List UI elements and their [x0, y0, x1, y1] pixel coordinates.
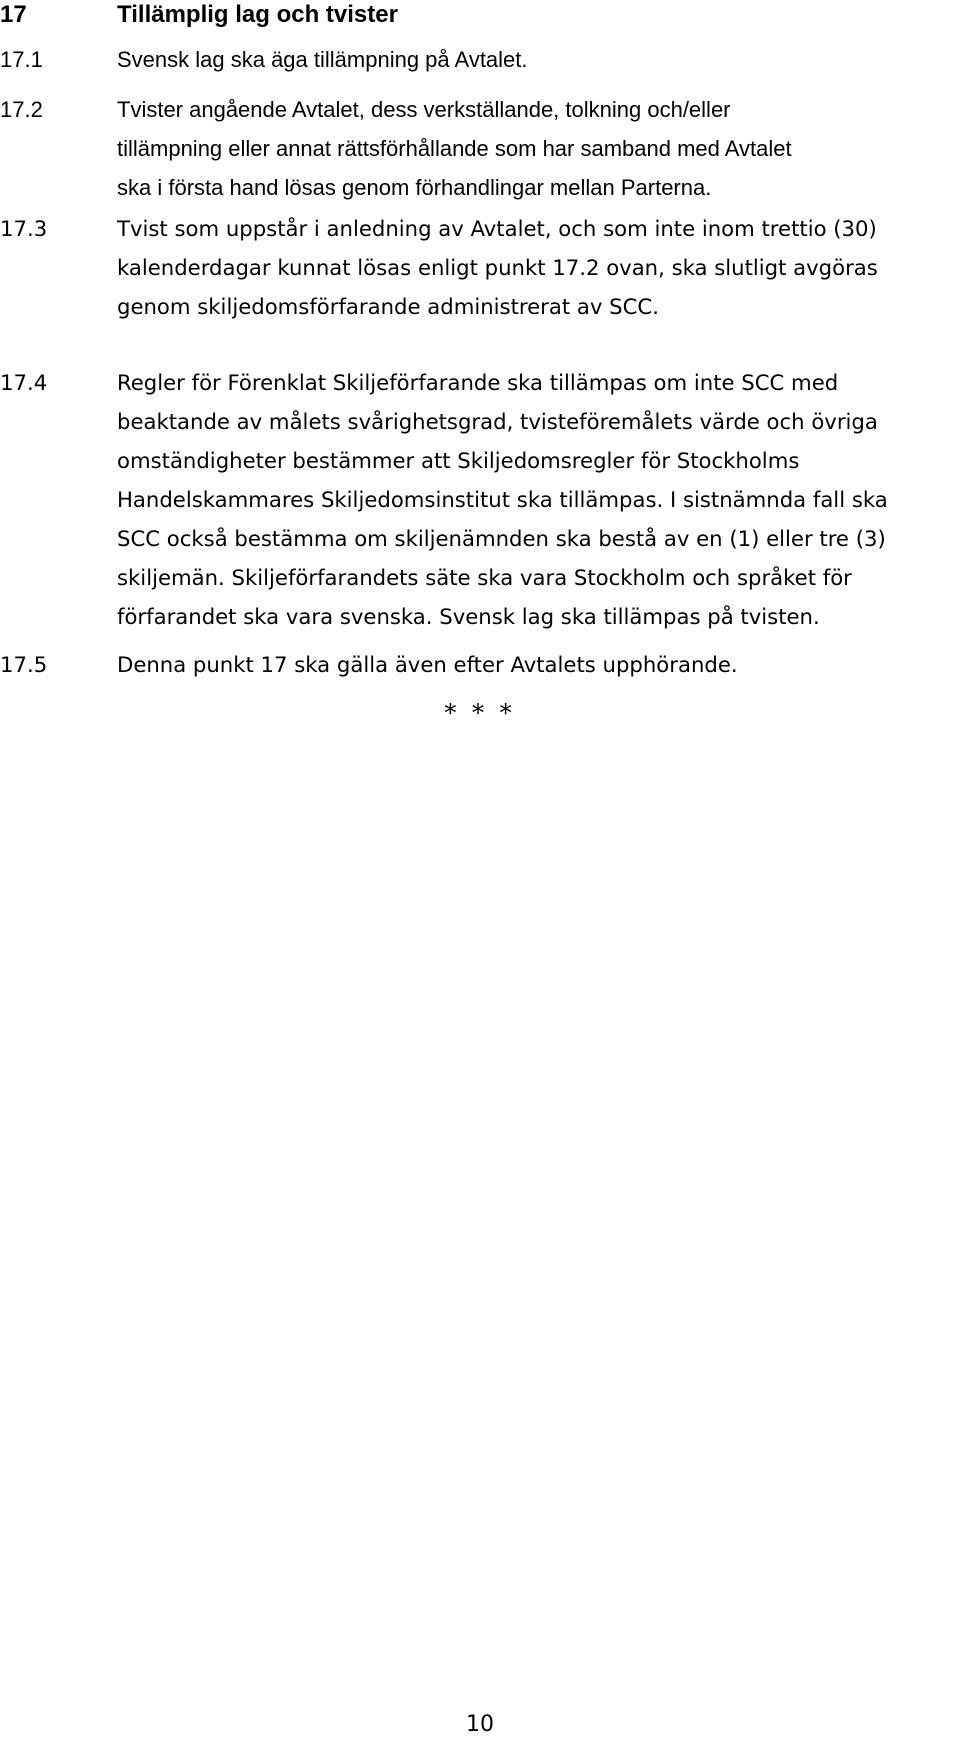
clause-text [117, 363, 960, 636]
clause-text [117, 90, 960, 207]
clause-number: 17.2 [0, 97, 43, 122]
clause-number: 17.4 [0, 370, 48, 395]
clause-line: genom skiljedomsförfarande administrerat av SCC. [117, 294, 659, 319]
clause-text [117, 209, 960, 326]
clause-line: Tvist som uppstår i anledning av Avtalet, och som inte inom trettio (30) [117, 216, 877, 241]
page-number: 10 [466, 1712, 494, 1737]
end-marker: * * * [444, 699, 516, 727]
clause-number: 17.3 [0, 216, 48, 241]
section-title: Tillämplig lag och tvister [117, 1, 398, 28]
clause-text [117, 40, 960, 79]
clause-line: Regler för Förenklat Skiljeförfarande ska tillämpas om inte SCC med [117, 370, 839, 395]
clause-number: 17.5 [0, 652, 48, 677]
clause-line: SCC också bestämma om skiljenämnden ska bestå av en (1) eller tre (3) [117, 526, 886, 551]
clause-line: beaktande av målets svårighetsgrad, tvisteföremålets värde och övriga [117, 409, 878, 434]
clause-line: Svensk lag ska äga tillämpning på Avtalet. [117, 47, 528, 72]
clause-line: kalenderdagar kunnat lösas enligt punkt 17.2 ovan, ska slutligt avgöras [117, 255, 878, 280]
clause-line: ska i första hand lösas genom förhandlingar mellan Parterna. [117, 175, 712, 200]
clause-line: Denna punkt 17 ska gälla även efter Avtalets upphörande. [117, 652, 738, 677]
clause-line: förfarandet ska vara svenska. Svensk lag ska tillämpas på tvisten. [117, 604, 820, 629]
clause-line: Handelskammares Skiljedomsinstitut ska tillämpas. I sistnämnda fall ska [117, 487, 888, 512]
clause-text [117, 645, 960, 684]
clause-line: omständigheter bestämmer att Skiljedomsregler för Stockholms [117, 448, 800, 473]
clause-line: skiljemän. Skiljeförfarandets säte ska vara Stockholm och språket för [117, 565, 852, 590]
section-number: 17 [0, 1, 27, 28]
clause-line: tillämpning eller annat rättsförhållande som har samband med Avtalet [117, 136, 792, 161]
clause-number: 17.1 [0, 47, 43, 72]
clause-line: Tvister angående Avtalet, dess verkställande, tolkning och/eller [117, 97, 731, 122]
